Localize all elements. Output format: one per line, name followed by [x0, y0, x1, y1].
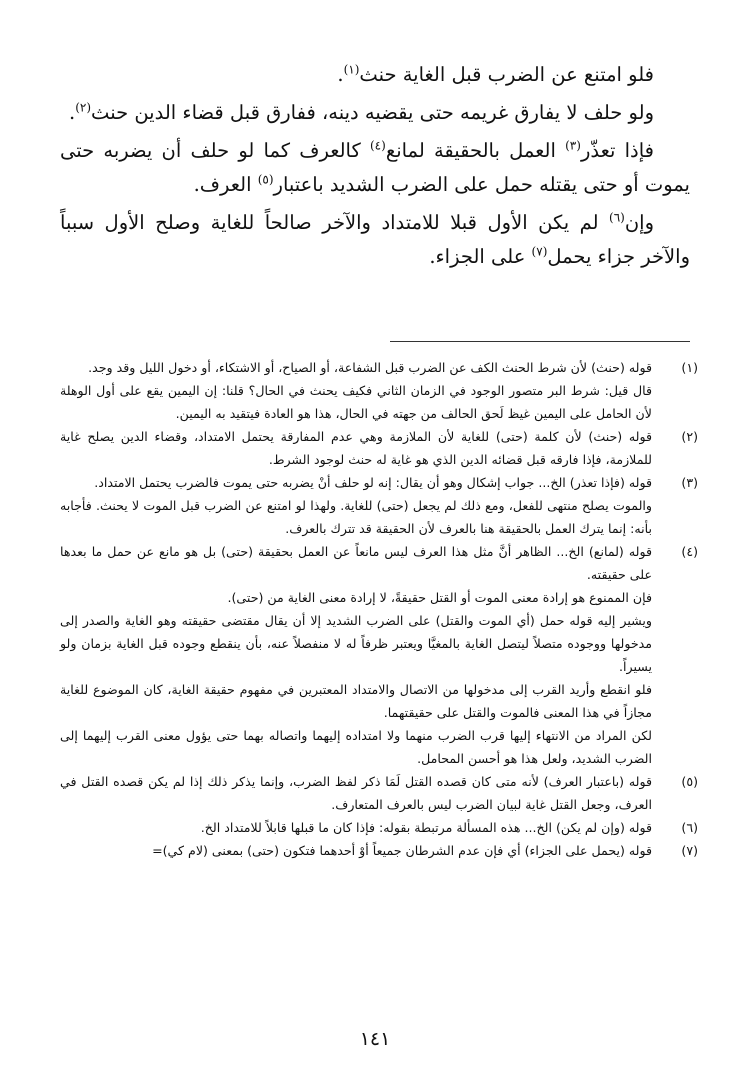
footnote-ref[interactable]: (١) [343, 62, 360, 77]
footnote-number: (٥) [681, 774, 698, 789]
footnote-line: قال قيل: شرط البر متصور الوجود في الزمان الثاني فكيف يحنث في الحال؟ قلنا: إن اليمين يقع على أول الوهلة لأن الحامل على اليمين غيظ لَحق الحالف من جهته في الحال، هذا هو العادة فيتقيد به اليمين. [60, 383, 652, 421]
footnote-line: قوله (حنث) لأن شرط الحنث الكف عن الضرب قبل الشفاعة، أو الصياح، أو الاشتكاء، أو دخول الليل وقد وجد. [88, 360, 652, 375]
footnote-number: (٧) [681, 843, 698, 858]
footnote-line: لكن المراد من الانتهاء إليها قرب الضرب منهما ولا امتداده إليهما واتصاله بهما حتى يؤول معنى القرب إليهما إلى الضرب الشديد، ولعل هذا هو أحسن المحامل. [60, 728, 652, 766]
footnote-2 [60, 425, 698, 471]
footnote-number: (٣) [681, 475, 698, 490]
footnote-line: فلو انقطع وأريد القرب إلى مدخولها من الاتصال والامتداد المعتبرين في مفهوم حقيقة الغاية، كان الموضوع للغاية مجازاً في هذا المعنى فالموت والقتل على حقيقتهما. [60, 682, 652, 720]
footnote-ref[interactable]: (٤) [369, 138, 386, 153]
footnote-ref[interactable]: (٦) [609, 210, 625, 225]
footnote-number: (٦) [681, 820, 698, 835]
footnote-6 [60, 816, 698, 839]
footnote-line: قوله (فإذا تعذر) الخ... جواب إشكال وهو أن يقال: إنه لو حلف أنْ يضربه حتى يموت فالضرب يحتمل الامتداد. [94, 475, 652, 490]
footnote-line: فإن الممنوع هو إرادة معنى الموت أو القتل حقيقةً، لا إرادة معنى الغاية من (حتى). [227, 590, 652, 605]
footnote-line: ويشير إليه قوله حمل (أي الموت والقتل) على الضرب الشديد إلا أن يقال مقتضى حقيقته وهو الغاية والصدر إلى مدخولها ووجوده متصلاً ليتصل الغاية بالمغيَّا ويعتبر ظرفاً له لا منفصلاً عنه، بأن ينقطع وجوده قبل الغاية بزمان ولو يسيراً. [60, 613, 652, 674]
footnote-ref[interactable]: (٢) [75, 100, 92, 115]
main-paragraph-1: فلو امتنع عن الضرب قبل الغاية حنث$^{(١)}$. [337, 62, 654, 86]
main-paragraph-2: ولو حلف لا يفارق غريمه حتى يقضيه دينه، ففارق قبل قضاء الدين حنث$^{(٢)}$. [69, 100, 654, 124]
footnote-4 [60, 540, 698, 770]
main-text [60, 58, 690, 278]
footnote-line: قوله (يحمل على الجزاء) أي فإن عدم الشرطان جميعاً أوْ أحدهما فتكون (حتى) بمعنى (لام كي)= [152, 843, 652, 858]
footnote-divider [390, 341, 690, 342]
footnote-number: (١) [681, 360, 698, 375]
footnote-7 [60, 839, 698, 862]
footnote-ref[interactable]: (٣) [565, 138, 581, 153]
main-paragraph-4: وإن$^{(٦)}$ لم يكن الأول قبلا للامتداد والآخر صالحاً للغاية وصلح الأول سبباً والآخر جزاء يحمل$^{(٧)}$ على الجزاء. [60, 210, 690, 268]
footnote-3 [60, 471, 698, 540]
footnote-1 [60, 356, 698, 425]
footnote-line: قوله (باعتبار العرف) لأنه متى كان قصده القتل لَمَا ذكر لفظ الضرب، وإنما يذكر ذلك إذا لم يكن قصده القتل في العرف، وجعل القتل غاية لبيان الضرب ليس بالعرف المتعارف. [60, 774, 652, 812]
footnote-number: (٤) [681, 544, 698, 559]
main-paragraph-3: فإذا تعذّر$^{(٣)}$ العمل بالحقيقة لمانع$^{(٤)}$ كالعرف كما لو حلف أن يضربه حتى يموت أو حتى يقتله حمل على الضرب الشديد باعتبار$^{(٥)}$ العرف. [60, 138, 690, 196]
footnote-line: قوله (لمانع) الخ... الظاهر أنَّ مثل هذا العرف ليس مانعاً عن العمل بحقيقة (حتى) بل هو مانع عن حمل ما بعدها على حقيقته. [60, 544, 652, 582]
footnote-ref[interactable]: (٥) [257, 172, 274, 187]
footnotes [60, 356, 698, 862]
footnote-line: قوله (حنث) لأن كلمة (حتى) للغاية لأن الملازمة وهي عدم المفارقة يحتمل الامتداد، وقضاء الدين يصلح غاية للملازمة، فإذا فارقه قبل قضائه الدين الذي هو غاية له حنث لوجود الشرط. [60, 429, 652, 467]
footnote-line: والموت يصلح منتهى للفعل، ومع ذلك لم يجعل (حتى) للغاية. ولهذا لو امتنع عن الضرب قبل الموت لا يحنث. فأجابه بأنه: إنما يترك العمل بالحقيقة هنا بالعرف لأن الحقيقة قد تترك بالعرف. [60, 498, 652, 536]
page-number: ١٤١ [359, 1028, 391, 1050]
footnote-5 [60, 770, 698, 816]
footnote-number: (٢) [681, 429, 698, 444]
footnote-line: قوله (وإن لم يكن) الخ... هذه المسألة مرتبطة بقوله: فإذا كان ما قبلها قابلاً للامتداد الخ. [200, 820, 652, 835]
footnote-ref[interactable]: (٧) [531, 244, 548, 259]
